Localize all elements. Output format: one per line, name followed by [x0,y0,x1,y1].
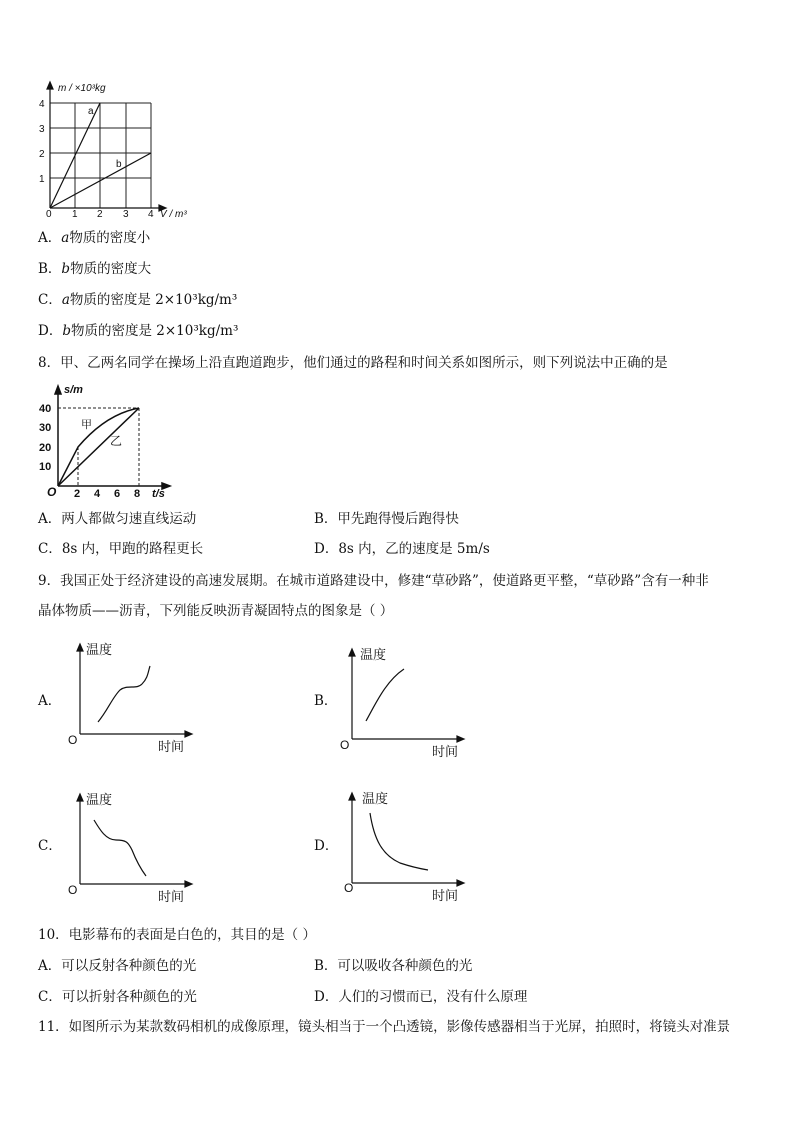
q9-stem-line-2: 晶体物质——沥青，下列能反映沥青凝固特点的图象是（ ） [38,603,394,619]
q9-graph-b-curve [366,669,404,721]
q9-graph-d-curve [370,813,428,870]
q7-y-tick: 4 [39,99,45,110]
q8-x-tick: 4 [94,488,101,500]
q7-axes [47,82,166,211]
q8-y-axis-label: s/m [64,384,83,396]
q9-graph-b-y-label: 温度 [360,648,387,663]
q7-option-c: C．a物质的密度是 2×10³kg/m³ [38,292,238,308]
q8-x-tick: 2 [74,488,81,500]
q9-graph-b-x-label: 时间 [432,745,459,760]
q8-x-tick: 8 [134,488,141,500]
q7-x-tick: 4 [148,209,154,220]
q7-y-axis-label: m / ×10³kg [58,83,106,94]
q7-y-tick: 2 [39,149,45,160]
q8-y-tick: 20 [39,442,52,454]
q9-option-c-letter: C． [38,838,62,854]
q9-graph-b-origin: O [340,738,350,752]
q7-x-tick: 1 [72,209,78,220]
q8-option-d: D．8s 内，乙的速度是 5m/s [314,541,490,557]
q7-density-graph [36,78,196,223]
q9-graph-b [338,645,478,760]
q9-graph-a-x-label: 时间 [158,740,185,755]
q7-line-a-label: a [88,106,94,117]
q7-option-a: A．a物质的密度小 [38,230,151,246]
q10-option-a: A．可以反射各种颜色的光 [38,958,197,974]
q9-graph-d-y-label: 温度 [362,792,389,807]
q9-option-a-letter: A． [38,693,62,709]
q9-graph-d [338,789,478,904]
q8-stem: 8．甲、乙两名同学在操场上沿直跑道跑步，他们通过的路程和时间关系如图所示，则下列说法中正确的是 [38,355,668,371]
q8-line-yi [58,408,139,486]
q8-option-a: A．两人都做匀速直线运动 [38,511,197,527]
q9-graph-c-curve [94,820,146,876]
q10-option-c: C．可以折射各种颜色的光 [38,989,197,1005]
q9-stem-line-1: 9．我国正处于经济建设的高速发展期。在城市道路建设中，修建“草砂路”，使道路更平整，“草砂路”含有一种非 [38,573,709,589]
q8-y-tick: 10 [39,461,52,473]
q7-option-d: D．b物质的密度是 2×10³kg/m³ [38,323,239,339]
q9-graph-a-origin: O [68,733,78,747]
q8-y-tick: 40 [39,403,52,415]
q7-x-tick: 0 [46,209,52,220]
q9-graph-a-y-label: 温度 [86,643,113,658]
q8-curve-jia-label: 甲 [81,418,92,431]
q9-graph-a-curve [98,666,150,722]
q9-graph-a [66,640,206,755]
q7-option-b: B．b物质的密度大 [38,261,152,277]
q8-option-b: B．甲先跑得慢后跑得快 [314,511,459,527]
q10-stem: 10．电影幕布的表面是白色的，其目的是（ ） [38,927,316,943]
q7-y-tick: 1 [39,174,45,185]
q9-graph-d-origin: O [344,881,354,895]
q9-graph-c [66,790,206,905]
q9-option-b-letter: B． [314,693,338,709]
q11-stem: 11．如图所示为某款数码相机的成像原理，镜头相当于一个凸透镜，影像传感器相当于光屏，拍照时，将镜头对准景 [38,1019,731,1035]
q9-graph-c-y-label: 温度 [86,793,113,808]
q7-x-tick: 2 [97,209,103,220]
q7-line-b-label: b [116,159,122,170]
q10-option-d: D．人们的习惯而已，没有什么原理 [314,989,528,1005]
q9-graph-d-x-label: 时间 [432,889,459,904]
q10-option-b: B．可以吸收各种颜色的光 [314,958,473,974]
q9-option-d-letter: D． [314,838,339,854]
q8-y-tick: 30 [39,422,52,434]
q7-x-tick: 3 [123,209,129,220]
q9-graph-c-origin: O [68,883,78,897]
q7-y-tick: 3 [39,124,45,135]
q7-grid [50,103,151,208]
q8-option-c: C．8s 内，甲跑的路程更长 [38,541,204,557]
q8-distance-time-graph [36,380,186,500]
q7-x-axis-label: V / m³ [160,209,187,220]
q9-graph-c-x-label: 时间 [158,890,185,905]
q8-origin-label: O [47,485,57,499]
q8-x-axis-label: t/s [152,488,165,500]
q8-line-yi-label: 乙 [110,434,123,448]
q8-x-tick: 6 [114,488,121,500]
